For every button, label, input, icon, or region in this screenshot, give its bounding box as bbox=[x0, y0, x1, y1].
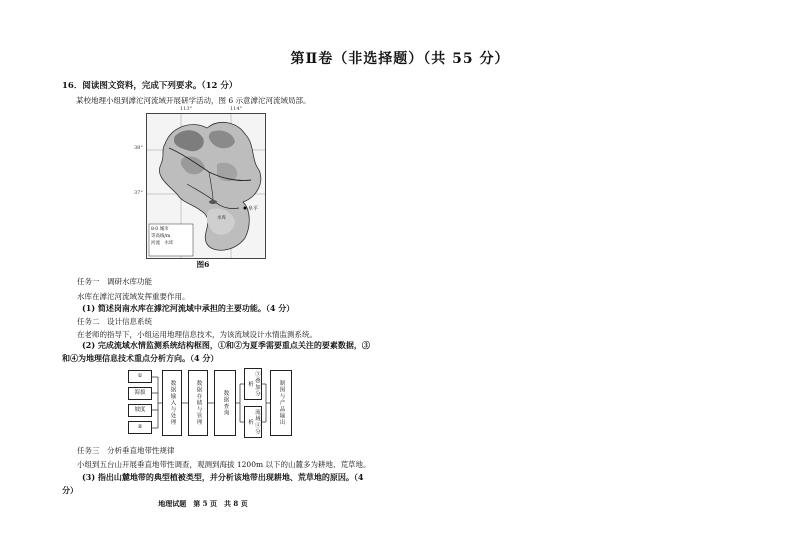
lon-tick-113: 113° bbox=[180, 106, 193, 112]
legend-city: 8·0 城市 bbox=[151, 227, 169, 232]
legend-reservoir: 水库 bbox=[164, 241, 174, 246]
lon-tick-114: 114° bbox=[230, 106, 243, 112]
flow-data-storage: 数据存储与管理 bbox=[188, 370, 208, 436]
question-2-line1: (2) 完成流域水情监测系统结构框图，①和②为夏季需要重点关注的要素数据，③ bbox=[82, 340, 370, 350]
question-16-intro: 某校地理小组到滹沱河流域开展研学活动，图 6 示意滹沱河流域局部。 bbox=[76, 96, 311, 105]
question-3-line1: (3) 指出山麓地带的典型植被类型，并分析该地带出现耕地、荒草地的原因。（4 bbox=[82, 472, 364, 482]
question-16-heading: 16．阅读图文资料，完成下列要求。（12 分） bbox=[62, 81, 238, 91]
flow-output: 制图与产品输出 bbox=[270, 370, 292, 436]
section-title: 第Ⅱ卷（非选择题）（共 55 分） bbox=[290, 51, 510, 67]
lat-tick-38: 38° bbox=[134, 145, 143, 151]
question-3-line2: 分） bbox=[62, 485, 78, 495]
flow-input-2: ② bbox=[128, 421, 152, 434]
task3-desc: 小组到五台山开展垂直地带性调查，观测到海拔 1200m 以下的山麓多为耕地、荒草地。 bbox=[77, 460, 371, 469]
figure-caption: 图6 bbox=[196, 260, 210, 269]
legend-contour: 等高线/m bbox=[151, 234, 171, 239]
flow-input-altitude: 海拔 bbox=[128, 387, 152, 400]
task1-desc: 水库在滹沱河流域发挥重要作用。 bbox=[77, 292, 190, 301]
reservoir-label: 水库 bbox=[217, 216, 226, 221]
flow-data-input: 数据输入与处理 bbox=[162, 370, 182, 436]
flowchart bbox=[124, 366, 300, 440]
flow-overlay-analysis: ③叠加分析 bbox=[244, 368, 262, 400]
flow-input-slope: 坡度 bbox=[128, 404, 152, 417]
flow-data-query: 数据查询 bbox=[214, 370, 236, 436]
task2-desc: 在老师的指导下，小组运用地理信息技术，为该流域设计水情监测系统。 bbox=[77, 330, 317, 339]
basin-map bbox=[146, 113, 266, 259]
legend-river: 河流 bbox=[151, 241, 160, 246]
page-footer: 地理试题 第 5 页 共 8 页 bbox=[158, 499, 248, 508]
task2-title: 任务二 设计信息系统 bbox=[77, 317, 152, 326]
question-2-line2: 和④为地理信息技术重点分析方向。（4 分） bbox=[62, 353, 219, 363]
question-1: (1) 简述岗南水库在滹沱河流域中承担的主要功能。（4 分） bbox=[82, 303, 295, 313]
flow-basin-analysis: 流域④分析 bbox=[244, 406, 262, 438]
place-fuping: 阜平 bbox=[248, 206, 259, 212]
task1-title: 任务一 调研水库功能 bbox=[77, 277, 152, 286]
flow-input-1: ① bbox=[128, 370, 152, 383]
task3-title: 任务三 分析垂直地带性规律 bbox=[77, 446, 175, 455]
lat-tick-37: 37° bbox=[134, 190, 143, 196]
